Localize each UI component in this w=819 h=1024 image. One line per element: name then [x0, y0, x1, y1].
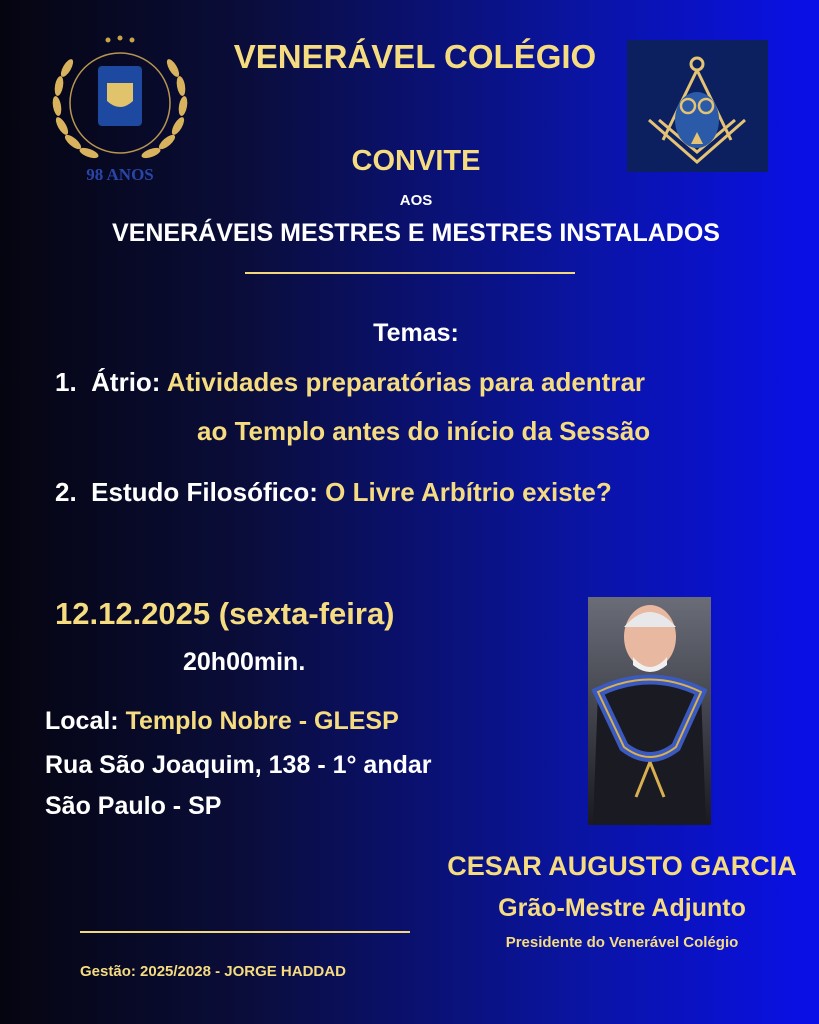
topic-number: 2. [55, 477, 77, 507]
invite-title: CONVITE [351, 145, 481, 177]
footer-divider [80, 931, 410, 933]
topic-text: O Livre Arbítrio existe? [325, 477, 612, 507]
invite-to: AOS [399, 192, 433, 209]
event-date: 12.12.2025 (sexta-feira) [55, 596, 395, 631]
event-location [45, 707, 399, 736]
topic-item-2 [55, 477, 612, 508]
speaker-title: Presidente do Venerável Colégio [505, 934, 739, 951]
topic-text: Atividades preparatórias para adentrar [166, 367, 646, 397]
event-time: 20h00min. [183, 648, 306, 676]
divider [245, 272, 575, 274]
topic-item-1 [55, 367, 645, 398]
owl-compass-logo [627, 40, 768, 172]
location-name: Templo Nobre - GLESP [125, 707, 399, 735]
topic-number: 1. [55, 367, 77, 397]
college-logo [45, 28, 195, 188]
svg-text:98 ANOS: 98 ANOS [86, 165, 154, 184]
speaker-role: Grão-Mestre Adjunto [498, 894, 746, 922]
speaker-name: CESAR AUGUSTO GARCIA [447, 851, 797, 881]
topic-label: Átrio: [91, 367, 161, 397]
invite-audience: VENERÁVEIS MESTRES E MESTRES INSTALADOS [112, 219, 720, 247]
topics-heading: Temas: [373, 319, 459, 347]
location-label: Local: [45, 707, 119, 735]
event-city: São Paulo - SP [45, 792, 222, 820]
event-address: Rua São Joaquim, 138 - 1° andar [45, 751, 432, 779]
header-title: VENERÁVEL COLÉGIO [233, 38, 597, 75]
speaker-photo [588, 597, 711, 825]
topic-label: Estudo Filosófico: [91, 477, 318, 507]
footer-management: Gestão: 2025/2028 - JORGE HADDAD [80, 963, 346, 980]
topic-text-continued: ao Templo antes do início da Sessão [197, 416, 651, 446]
